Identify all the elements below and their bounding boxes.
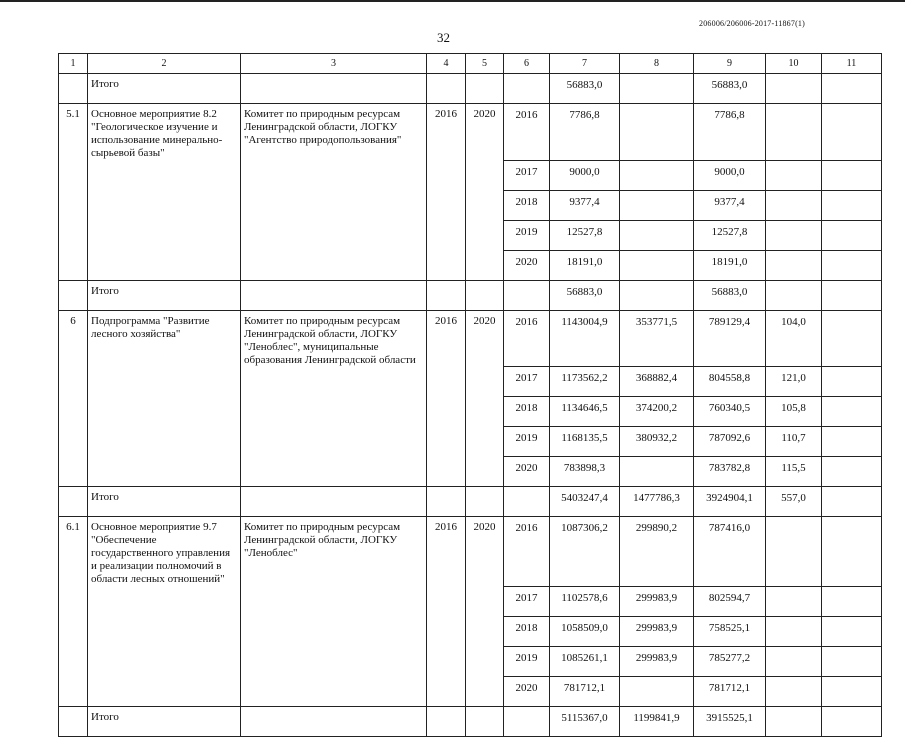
section-end-year [466, 160, 504, 190]
col11-value [822, 586, 882, 616]
col9-value: 9000,0 [694, 160, 766, 190]
total-col11 [822, 706, 882, 736]
col8-value: 299983,9 [620, 586, 694, 616]
num-cell [59, 706, 88, 736]
total-col9: 3915525,1 [694, 706, 766, 736]
section-name [88, 250, 241, 280]
section-name [88, 457, 241, 487]
section-end-year [466, 397, 504, 427]
total-col7: 56883,0 [550, 74, 620, 104]
col7-value: 18191,0 [550, 250, 620, 280]
col11-value [822, 616, 882, 646]
col11-value [822, 427, 882, 457]
year-value: 2018 [504, 616, 550, 646]
col8-value [620, 250, 694, 280]
num-cell [59, 74, 88, 104]
section-name [88, 427, 241, 457]
total-col10 [766, 706, 822, 736]
col8-value: 380932,2 [620, 427, 694, 457]
total-col8 [620, 280, 694, 310]
col9-value: 9377,4 [694, 190, 766, 220]
column-number-9: 9 [694, 54, 766, 74]
column-number-row [59, 54, 882, 74]
col9-value: 783782,8 [694, 457, 766, 487]
section-name [88, 190, 241, 220]
column-number-6: 6 [504, 54, 550, 74]
col10-value [766, 190, 822, 220]
section-name: Подпрограмма "Развитие лесного хозяйства" [88, 310, 241, 367]
start-cell [427, 487, 466, 517]
end-cell [466, 280, 504, 310]
year-value: 2020 [504, 457, 550, 487]
total-col8: 1477786,3 [620, 487, 694, 517]
section-name: Основное мероприятие 9.7 "Обеспечение государственного управления и реализации полномочий в области лесных отношений" [88, 517, 241, 587]
col7-value: 1058509,0 [550, 616, 620, 646]
col11-value [822, 457, 882, 487]
start-cell [427, 280, 466, 310]
col9-value: 18191,0 [694, 250, 766, 280]
section-number [59, 616, 88, 646]
section-executor [241, 616, 427, 646]
section-number [59, 397, 88, 427]
col10-value: 115,5 [766, 457, 822, 487]
col7-value: 1143004,9 [550, 310, 620, 367]
start-cell [427, 706, 466, 736]
section-number [59, 457, 88, 487]
col8-value: 299983,9 [620, 646, 694, 676]
column-number-3: 3 [241, 54, 427, 74]
section-end-year [466, 586, 504, 616]
section-executor [241, 397, 427, 427]
col7-value: 9377,4 [550, 190, 620, 220]
total-col9: 56883,0 [694, 280, 766, 310]
column-number-1: 1 [59, 54, 88, 74]
section-year-row [59, 457, 882, 487]
document-id: 206006/206006-2017-11867(1) [699, 19, 805, 28]
total-row [59, 74, 882, 104]
col9-value: 760340,5 [694, 397, 766, 427]
section-executor [241, 220, 427, 250]
col11-value [822, 367, 882, 397]
col8-value [620, 220, 694, 250]
col7-value: 7786,8 [550, 104, 620, 161]
section-start-year [427, 250, 466, 280]
section-start-year: 2016 [427, 310, 466, 367]
section-end-year [466, 427, 504, 457]
total-col10 [766, 280, 822, 310]
section-name [88, 160, 241, 190]
section-name [88, 397, 241, 427]
column-number-8: 8 [620, 54, 694, 74]
section-start-year [427, 586, 466, 616]
section-year-row [59, 646, 882, 676]
col7-value: 1134646,5 [550, 397, 620, 427]
total-col8: 1199841,9 [620, 706, 694, 736]
section-year-row [59, 220, 882, 250]
section-start-year [427, 616, 466, 646]
executor-cell [241, 706, 427, 736]
col10-value [766, 586, 822, 616]
section-end-year [466, 676, 504, 706]
section-year-row [59, 160, 882, 190]
total-col10 [766, 74, 822, 104]
column-number-5: 5 [466, 54, 504, 74]
total-label: Итого [88, 280, 241, 310]
section-start-year [427, 427, 466, 457]
budget-table [58, 53, 882, 737]
section-executor [241, 676, 427, 706]
total-row [59, 280, 882, 310]
section-executor [241, 250, 427, 280]
col7-value: 1102578,6 [550, 586, 620, 616]
section-executor [241, 367, 427, 397]
year-cell [504, 706, 550, 736]
col11-value [822, 676, 882, 706]
col8-value [620, 190, 694, 220]
section-start-year [427, 457, 466, 487]
year-value: 2017 [504, 160, 550, 190]
column-number-2: 2 [88, 54, 241, 74]
section-number [59, 160, 88, 190]
year-value: 2018 [504, 190, 550, 220]
column-number-7: 7 [550, 54, 620, 74]
section-start-year [427, 397, 466, 427]
year-cell [504, 280, 550, 310]
section-name [88, 646, 241, 676]
total-col10: 557,0 [766, 487, 822, 517]
total-col8 [620, 74, 694, 104]
col7-value: 1087306,2 [550, 517, 620, 587]
section-year-row [59, 616, 882, 646]
year-value: 2019 [504, 220, 550, 250]
section-start-year [427, 220, 466, 250]
total-col11 [822, 487, 882, 517]
col9-value: 789129,4 [694, 310, 766, 367]
section-end-year [466, 616, 504, 646]
col10-value [766, 646, 822, 676]
total-label: Итого [88, 487, 241, 517]
total-col9: 3924904,1 [694, 487, 766, 517]
section-name [88, 220, 241, 250]
year-value: 2020 [504, 250, 550, 280]
col7-value: 9000,0 [550, 160, 620, 190]
section-executor [241, 190, 427, 220]
section-end-year [466, 367, 504, 397]
section-year-row [59, 190, 882, 220]
year-cell [504, 74, 550, 104]
section-end-year: 2020 [466, 517, 504, 587]
col7-value: 781712,1 [550, 676, 620, 706]
end-cell [466, 487, 504, 517]
total-col7: 56883,0 [550, 280, 620, 310]
year-value: 2016 [504, 517, 550, 587]
col11-value [822, 190, 882, 220]
col10-value: 105,8 [766, 397, 822, 427]
executor-cell [241, 487, 427, 517]
total-label: Итого [88, 706, 241, 736]
col8-value [620, 160, 694, 190]
section-year-row [59, 367, 882, 397]
col11-value [822, 517, 882, 587]
section-number [59, 250, 88, 280]
col8-value: 299890,2 [620, 517, 694, 587]
col10-value [766, 676, 822, 706]
col10-value [766, 250, 822, 280]
total-col11 [822, 74, 882, 104]
col9-value: 785277,2 [694, 646, 766, 676]
section-number: 6.1 [59, 517, 88, 587]
section-start-year [427, 190, 466, 220]
section-end-year [466, 646, 504, 676]
year-value: 2017 [504, 586, 550, 616]
col10-value [766, 220, 822, 250]
section-number: 5.1 [59, 104, 88, 161]
year-value: 2019 [504, 646, 550, 676]
col8-value [620, 457, 694, 487]
section-executor [241, 586, 427, 616]
section-name [88, 616, 241, 646]
col7-value: 12527,8 [550, 220, 620, 250]
section-number [59, 190, 88, 220]
col9-value: 802594,7 [694, 586, 766, 616]
col10-value: 104,0 [766, 310, 822, 367]
section-start-year: 2016 [427, 517, 466, 587]
section-year-row [59, 517, 882, 587]
col9-value: 787416,0 [694, 517, 766, 587]
section-start-year [427, 160, 466, 190]
section-name [88, 586, 241, 616]
column-number-11: 11 [822, 54, 882, 74]
total-col7: 5403247,4 [550, 487, 620, 517]
year-cell [504, 487, 550, 517]
col11-value [822, 220, 882, 250]
section-year-row [59, 676, 882, 706]
col8-value: 353771,5 [620, 310, 694, 367]
column-number-4: 4 [427, 54, 466, 74]
col7-value: 1173562,2 [550, 367, 620, 397]
section-executor: Комитет по природным ресурсам Ленинградской области, ЛОГКУ "Леноблес" [241, 517, 427, 587]
col11-value [822, 646, 882, 676]
section-name: Основное мероприятие 8.2 "Геологическое изучение и использование минерально-сырьевой базы" [88, 104, 241, 161]
col10-value [766, 104, 822, 161]
section-number [59, 220, 88, 250]
section-end-year [466, 250, 504, 280]
section-number [59, 646, 88, 676]
col10-value: 121,0 [766, 367, 822, 397]
col10-value: 110,7 [766, 427, 822, 457]
end-cell [466, 74, 504, 104]
col8-value: 374200,2 [620, 397, 694, 427]
table-body [59, 54, 882, 737]
col7-value: 1168135,5 [550, 427, 620, 457]
total-row [59, 487, 882, 517]
section-number [59, 586, 88, 616]
col11-value [822, 104, 882, 161]
page-number: 32 [437, 30, 450, 45]
col9-value: 781712,1 [694, 676, 766, 706]
col11-value [822, 397, 882, 427]
section-year-row [59, 397, 882, 427]
section-year-row [59, 250, 882, 280]
section-start-year [427, 367, 466, 397]
start-cell [427, 74, 466, 104]
col9-value: 787092,6 [694, 427, 766, 457]
section-year-row [59, 586, 882, 616]
col9-value: 7786,8 [694, 104, 766, 161]
col8-value [620, 104, 694, 161]
col9-value: 804558,8 [694, 367, 766, 397]
col9-value: 12527,8 [694, 220, 766, 250]
section-name [88, 367, 241, 397]
section-start-year [427, 676, 466, 706]
section-executor [241, 646, 427, 676]
col10-value [766, 616, 822, 646]
section-year-row [59, 104, 882, 161]
col8-value [620, 676, 694, 706]
num-cell [59, 487, 88, 517]
section-executor [241, 427, 427, 457]
section-end-year [466, 220, 504, 250]
section-name [88, 676, 241, 706]
total-label: Итого [88, 74, 241, 104]
col8-value: 299983,9 [620, 616, 694, 646]
col9-value: 758525,1 [694, 616, 766, 646]
executor-cell [241, 74, 427, 104]
year-value: 2020 [504, 676, 550, 706]
year-value: 2016 [504, 104, 550, 161]
section-year-row [59, 427, 882, 457]
section-year-row [59, 310, 882, 367]
col11-value [822, 250, 882, 280]
total-col11 [822, 280, 882, 310]
year-value: 2019 [504, 427, 550, 457]
col10-value [766, 160, 822, 190]
section-executor: Комитет по природным ресурсам Ленинградской области, ЛОГКУ "Леноблес", муниципальные образования Ленинградской области [241, 310, 427, 367]
year-value: 2018 [504, 397, 550, 427]
col7-value: 1085261,1 [550, 646, 620, 676]
section-end-year [466, 457, 504, 487]
section-end-year [466, 190, 504, 220]
num-cell [59, 280, 88, 310]
top-border-line [0, 0, 905, 2]
executor-cell [241, 280, 427, 310]
section-start-year: 2016 [427, 104, 466, 161]
col8-value: 368882,4 [620, 367, 694, 397]
section-number: 6 [59, 310, 88, 367]
section-executor [241, 457, 427, 487]
total-col7: 5115367,0 [550, 706, 620, 736]
section-number [59, 427, 88, 457]
section-end-year: 2020 [466, 310, 504, 367]
end-cell [466, 706, 504, 736]
section-executor: Комитет по природным ресурсам Ленинградской области, ЛОГКУ "Агентство природопользования" [241, 104, 427, 161]
col10-value [766, 517, 822, 587]
section-number [59, 367, 88, 397]
section-executor [241, 160, 427, 190]
year-value: 2017 [504, 367, 550, 397]
col11-value [822, 160, 882, 190]
section-end-year: 2020 [466, 104, 504, 161]
column-number-10: 10 [766, 54, 822, 74]
total-row [59, 706, 882, 736]
col7-value: 783898,3 [550, 457, 620, 487]
year-value: 2016 [504, 310, 550, 367]
section-number [59, 676, 88, 706]
col11-value [822, 310, 882, 367]
section-start-year [427, 646, 466, 676]
total-col9: 56883,0 [694, 74, 766, 104]
